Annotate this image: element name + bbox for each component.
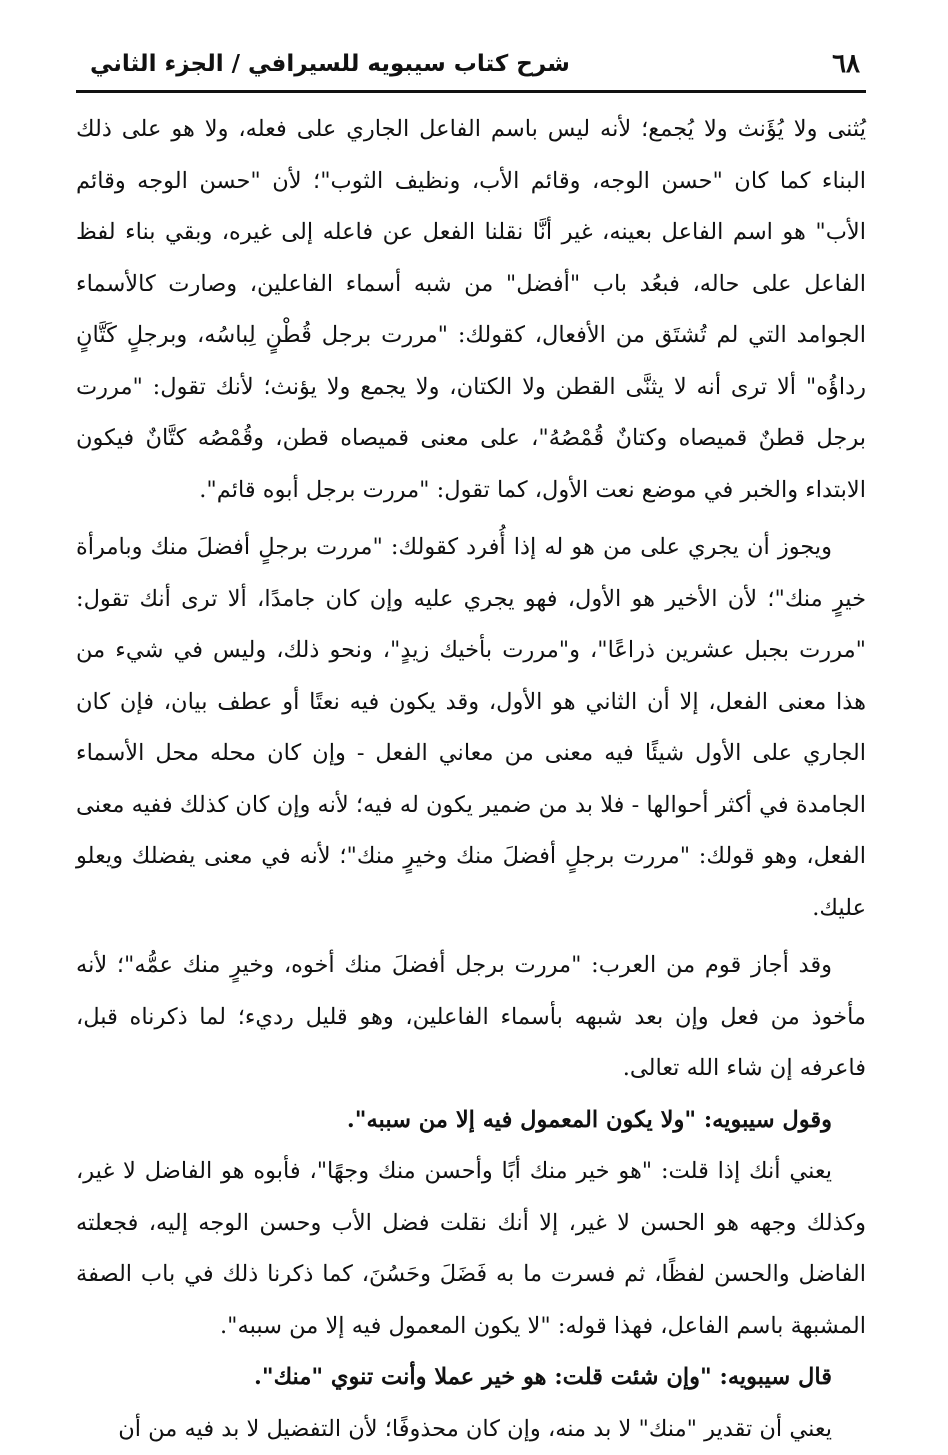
paragraph-7: يعني أن تقدير "منك" لا بد منه، وإن كان محذوفًا؛ لأن التفضيل لا بد فيه من أن (76, 1404, 866, 1455)
paragraph-6-quote: قال سيبويه: "وإن شئت قلت: هو خير عملا وأنت تنوي "منك". (76, 1352, 866, 1404)
page-number: ٦٨ (832, 49, 860, 79)
paragraph-3: وقد أجاز قوم من العرب: "مررت برجل أفضلَ منك أخوه، وخيرٍ منك عمُّه"؛ لأنه مأخوذ من فعل وإن بعد شبهه بأسماء الفاعلين، وهو قليل رديء؛ لما ذكرناه قبل، فاعرفه إن شاء الله تعالى. (76, 940, 866, 1095)
running-title: شرح كتاب سيبويه للسيرافي / الجزء الثاني (90, 51, 570, 77)
paragraph-1: يُثنى ولا يُؤَنث ولا يُجمع؛ لأنه ليس باسم الفاعل الجاري على فعله، ولا هو على ذلك البناء كما كان "حسن الوجه، وقائم الأب، ونظيف الثوب"؛ لأن "حسن الوجه وقائم الأب" هو اسم الفاعل بعينه، غير أنَّا نقلنا الفعل عن فاعله إلى غيره، وبقي بناء لفظ الفاعل على حاله، فبعُد باب "أفضل" من شبه أسماء الفاعلين، وصارت كالأسماء الجوامد التي لم تُشتَق من الأفعال، كقولك: "مررت برجل قُطْنٍ لِباسُه، وبرجلٍ كَتَّانٍ رداؤُه" ألا ترى أنه لا يثنَّى القطن ولا الكتان، ولا يجمع ولا يؤنث؛ لأنك تقول: "مررت برجل قطنٌ قميصاه وكتانٌ قُمْصُهُ"، على معنى قميصاه قطن، وقُمْصُه كتَّانٌ فيكون الابتداء والخبر في موضع نعت الأول، كما تقول: "مررت برجل أبوه قائم". (76, 104, 866, 516)
body-text (76, 104, 866, 1455)
page-header (90, 40, 860, 88)
paragraph-4-quote: وقول سيبويه: "ولا يكون المعمول فيه إلا من سببه". (76, 1095, 866, 1147)
paragraph-2: ويجوز أن يجري على من هو له إذا أُفرد كقولك: "مررت برجلٍ أفضلَ منك وبامرأة خيرٍ منك"؛ لأن الأخير هو الأول، فهو يجري عليه وإن كان جامدًا، ألا ترى أنك تقول: "مررت بجبل عشرين ذراعًا"، و"مررت بأخيك زيدٍ"، ونحو ذلك، وليس في شيء من هذا معنى الفعل، إلا أن الثاني هو الأول، وقد يكون فيه نعتًا أو عطف بيان، فإن كان الجاري على الأول شيئًا فيه معنى من معاني الفعل - وإن كان محله محل الأسماء الجامدة في أكثر أحوالها - فلا بد من ضمير يكون له فيه؛ لأنه وإن كان كذلك ففيه معنى الفعل، وهو قولك: "مررت برجلٍ أفضلَ منك وخيرٍ منك"؛ لأنه في معنى يفضلك ويعلو عليك. (76, 522, 866, 934)
paragraph-5: يعني أنك إذا قلت: "هو خير منك أبًا وأحسن منك وجهًا"، فأبوه هو الفاضل لا غير، وكذلك وجهه هو الحسن لا غير، إلا أنك نقلت فضل الأب وحسن الوجه إليه، فجعلته الفاضل والحسن لفظًا، ثم فسرت ما به فَضَلَ وحَسُنَ، كما ذكرنا ذلك في باب الصفة المشبهة باسم الفاعل، فهذا قوله: "لا يكون المعمول فيه إلا من سببه". (76, 1146, 866, 1352)
header-divider (76, 90, 866, 93)
